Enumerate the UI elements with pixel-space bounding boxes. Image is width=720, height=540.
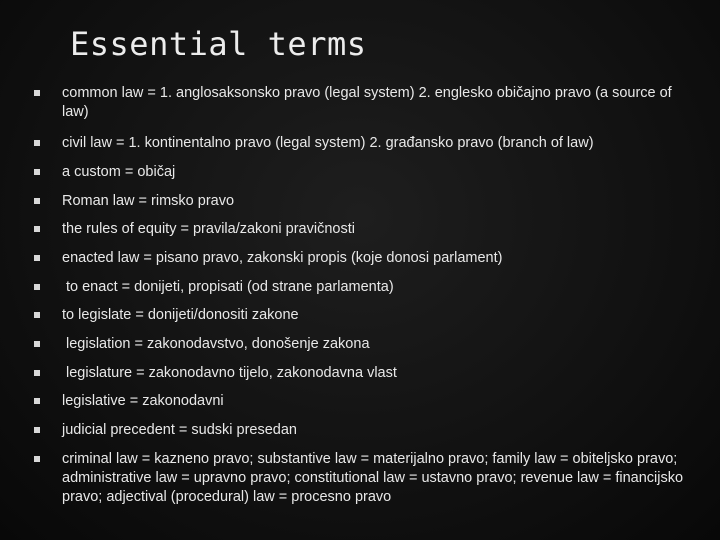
term-text: to enact = donijeti, propisati (od strane parlamenta) [66,279,394,295]
term-text: a custom = običaj [62,164,176,180]
term-item [34,392,684,411]
square-bullet-icon [34,284,40,290]
term-text: legislation = zakonodavstvo, donošenje zakona [66,336,370,352]
term-text: to legislate = donijeti/donositi zakone [62,307,299,323]
term-item [34,335,684,354]
square-bullet-icon [34,398,40,404]
term-item [34,249,684,268]
square-bullet-icon [34,341,40,347]
term-item [34,84,684,122]
term-text: civil law = 1. kontinentalno pravo (legal system) 2. građansko pravo (branch of law) [62,135,594,151]
term-text: criminal law = kazneno pravo; substantive law = materijalno pravo; family law = obiteljsko pravo; administrative law = upravno pravo; constitutional law = ustavno pravo; revenue law = financijsko pravo; adjectival (procedural) law = procesno pravo [62,451,684,505]
term-text: the rules of equity = pravila/zakoni pravičnosti [62,221,355,237]
term-text: enacted law = pisano pravo, zakonski propis (koje donosi parlament) [62,250,503,266]
term-item [34,450,684,507]
term-item [34,220,684,239]
term-item [34,306,684,325]
term-text: legislature = zakonodavno tijelo, zakonodavna vlast [66,365,397,381]
term-item [34,278,684,297]
term-item [34,192,684,211]
square-bullet-icon [34,312,40,318]
square-bullet-icon [34,198,40,204]
slide-title: Essential terms [70,25,367,63]
square-bullet-icon [34,90,40,96]
square-bullet-icon [34,370,40,376]
term-text: Roman law = rimsko pravo [62,193,235,209]
term-text: legislative = zakonodavni [62,393,224,409]
square-bullet-icon [34,255,40,261]
square-bullet-icon [34,226,40,232]
term-text: judicial precedent = sudski presedan [62,422,297,438]
square-bullet-icon [34,169,40,175]
term-item [34,163,684,182]
term-item [34,364,684,383]
term-item [34,421,684,440]
square-bullet-icon [34,456,40,462]
term-text: common law = 1. anglosaksonsko pravo (legal system) 2. englesko običajno pravo (a source of law) [62,85,672,120]
square-bullet-icon [34,140,40,146]
square-bullet-icon [34,427,40,433]
term-item [34,134,684,153]
